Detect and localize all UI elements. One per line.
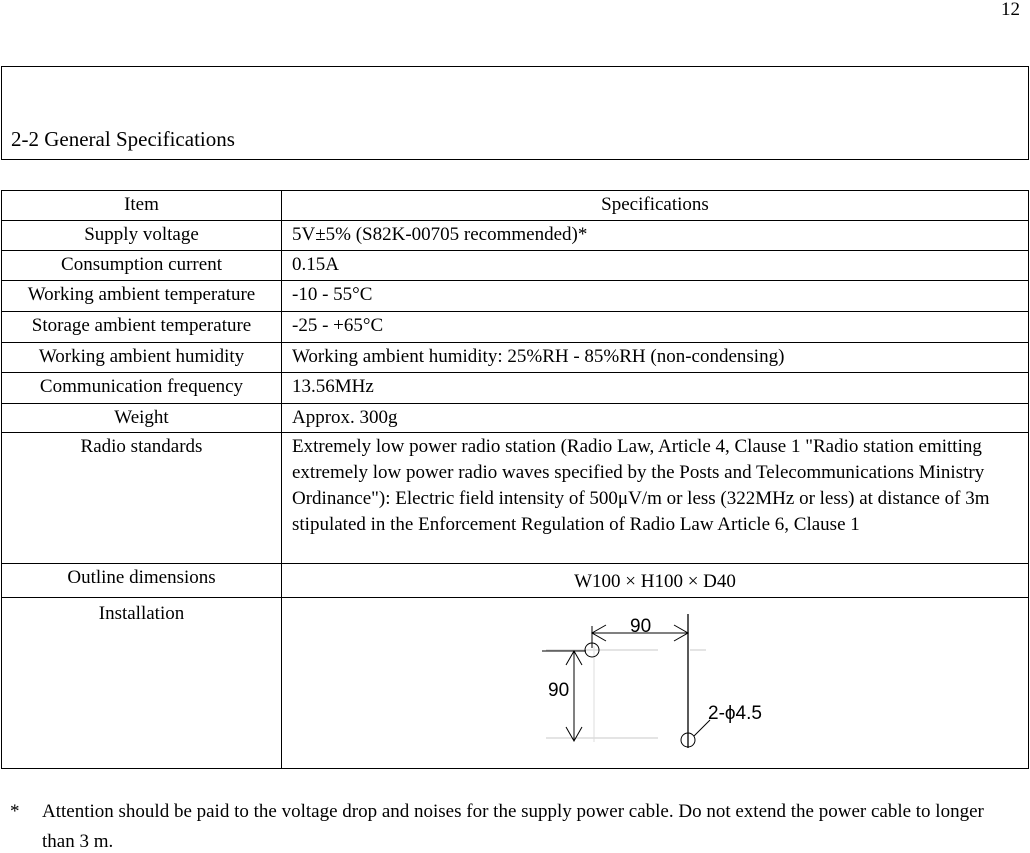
hole-label: 2-ϕ4.5: [708, 703, 762, 724]
row-spec: -10 - 55°C: [282, 281, 1029, 312]
table-header-row: [2, 191, 1029, 221]
row-spec: 0.15A: [282, 251, 1029, 281]
footnote-mark: *: [10, 801, 20, 822]
horizontal-dimension-label: 90: [630, 616, 652, 637]
table-row: [2, 343, 1029, 373]
page-number: 12: [1001, 0, 1020, 20]
row-item: Outline dimensions: [2, 564, 282, 598]
header-item: Item: [2, 191, 282, 221]
row-spec: -25 - +65°C: [282, 312, 1029, 343]
row-spec: 5V±5% (S82K-00705 recommended)*: [282, 221, 1029, 251]
installation-diagram: [536, 602, 776, 762]
row-spec: Working ambient humidity: 25%RH - 85%RH (non-condensing): [282, 343, 1029, 373]
row-spec: W100 × H100 × D40: [282, 564, 1029, 598]
vertical-dimension-label: 90: [548, 680, 570, 701]
table-row: [2, 251, 1029, 281]
table-row: [2, 404, 1029, 433]
row-item: Consumption current: [2, 251, 282, 281]
row-item: Radio standards: [2, 433, 282, 564]
table-row: [2, 564, 1029, 598]
table-row: [2, 433, 1029, 564]
specifications-table: [1, 190, 1029, 769]
row-spec: Approx. 300g: [282, 404, 1029, 433]
row-item: Installation: [2, 598, 282, 769]
row-spec: Extremely low power radio station (Radio Law, Article 4, Clause 1 "Radio station emitting extremely low power radio waves specified by the Posts and Telecommunications Ministry Ordinance"): Electric field intensity of 500μV/m or less (322MHz or less) at distance of 3m stipulated in the Enforcement Regulation of Radio Law Article 6, Clause 1: [282, 433, 1029, 564]
row-item: Working ambient humidity: [2, 343, 282, 373]
table-row: [2, 281, 1029, 312]
table-row: [2, 598, 1029, 769]
row-item: Weight: [2, 404, 282, 433]
row-item: Communication frequency: [2, 373, 282, 404]
row-item: Storage ambient temperature: [2, 312, 282, 343]
footnote: [10, 797, 1020, 853]
footnote-text: Attention should be paid to the voltage drop and noises for the supply power cable. Do not extend the power cable to longer than 3 m.: [42, 801, 984, 852]
installation-diagram-cell: [282, 598, 1029, 769]
section-title: 2-2 General Specifications: [11, 127, 235, 151]
row-spec: 13.56MHz: [282, 373, 1029, 404]
table-row: [2, 221, 1029, 251]
table-row: [2, 312, 1029, 343]
table-row: [2, 373, 1029, 404]
header-specifications: Specifications: [282, 191, 1029, 221]
row-item: Supply voltage: [2, 221, 282, 251]
row-item: Working ambient temperature: [2, 281, 282, 312]
section-header-box: [1, 66, 1029, 160]
